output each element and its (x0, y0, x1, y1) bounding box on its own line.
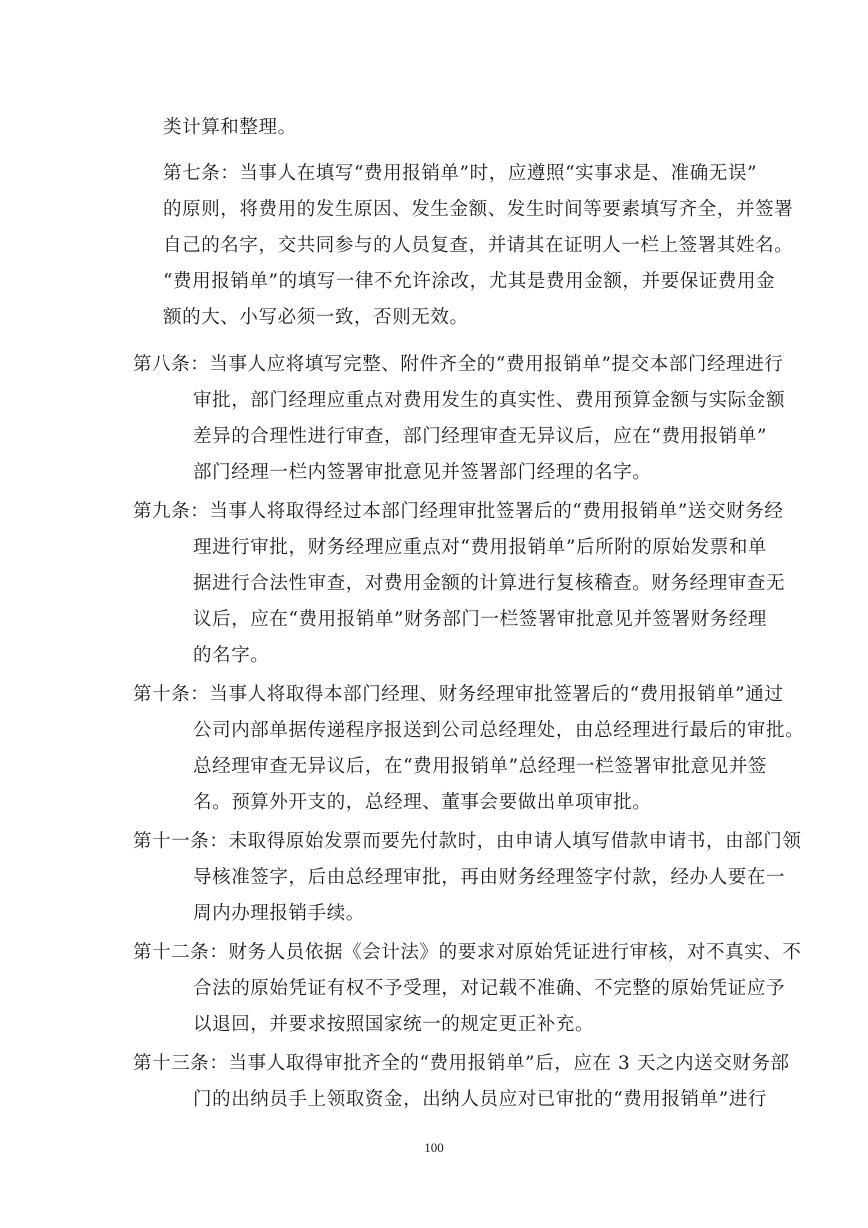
text-line: 以退回，并要求按照国家统一的规定更正补充。 (193, 1014, 595, 1035)
text-line: 名。预算外开支的，总经理、董事会要做出单项审批。 (193, 792, 652, 813)
text-line: 合法的原始凭证有权不予受理，对记载不准确、不完整的原始凭证应予 (193, 978, 786, 999)
text-line: 额的大、小写必须一致，否则无效。 (163, 307, 469, 328)
text-line: 理进行审批，财务经理应重点对“费用报销单”后所附的原始发票和单 (193, 537, 768, 558)
text-line: “费用报销单”的填写一律不允许涂改，尤其是费用金额，并要保证费用金 (163, 271, 776, 292)
text-line: 自己的名字，交共同参与的人员复查，并请其在证明人一栏上签署其姓名。 (163, 235, 794, 256)
text-line: 据进行合法性审查，对费用金额的计算进行复核稽查。财务经理审查无 (193, 573, 786, 594)
article-8-line: 第八条：当事人应将填写完整、附件齐全的“费用报销单”提交本部门经理进行 (133, 354, 784, 375)
text-line: 导核准签字，后由总经理审批，再由财务经理签字付款，经办人要在一 (193, 867, 786, 888)
article-10-line: 第十条：当事人将取得本部门经理、财务经理审批签署后的“费用报销单”通过 (133, 684, 784, 705)
text-line: 审批，部门经理应重点对费用发生的真实性、费用预算金额与实际金额 (193, 390, 786, 411)
article-7-line: 第七条：当事人在填写“费用报销单”时，应遵照“实事求是、准确无误” (163, 163, 758, 184)
text-line: 公司内部单据传递程序报送到公司总经理处，由总经理进行最后的审批。 (193, 720, 805, 741)
article-12-line: 第十二条：财务人员依据《会计法》的要求对原始凭证进行审核，对不真实、不 (133, 942, 802, 963)
text-line: 周内办理报销手续。 (193, 903, 365, 924)
page-number: 100 (424, 1140, 444, 1155)
text-line: 议后，应在“费用报销单”财务部门一栏签署审批意见并签署财务经理 (193, 609, 768, 630)
text-line: 的名字。 (193, 645, 270, 666)
text-line: 门的出纳员手上领取资金，出纳人员应对已审批的“费用报销单”进行 (193, 1089, 768, 1110)
article-13-line: 第十三条：当事人取得审批齐全的“费用报销单”后，应在 3 天之内送交财务部 (133, 1053, 790, 1074)
text-line: 部门经理一栏内签署审批意见并签署部门经理的名字。 (193, 462, 652, 483)
text-line: 的原则，将费用的发生原因、发生金额、发生时间等要素填写齐全，并签署 (163, 199, 794, 220)
text-line: 差异的合理性进行审查，部门经理审查无异议后，应在“费用报销单” (193, 426, 768, 447)
article-9-line: 第九条：当事人将取得经过本部门经理审批签署后的“费用报销单”送交财务经 (133, 501, 784, 522)
text-line: 总经理审查无异议后，在“费用报销单”总经理一栏签署审批意见并签 (193, 756, 768, 777)
article-11-line: 第十一条：未取得原始发票而要先付款时，由申请人填写借款申请书，由部门领 (133, 831, 802, 852)
text-line: 类计算和整理。 (163, 117, 297, 138)
